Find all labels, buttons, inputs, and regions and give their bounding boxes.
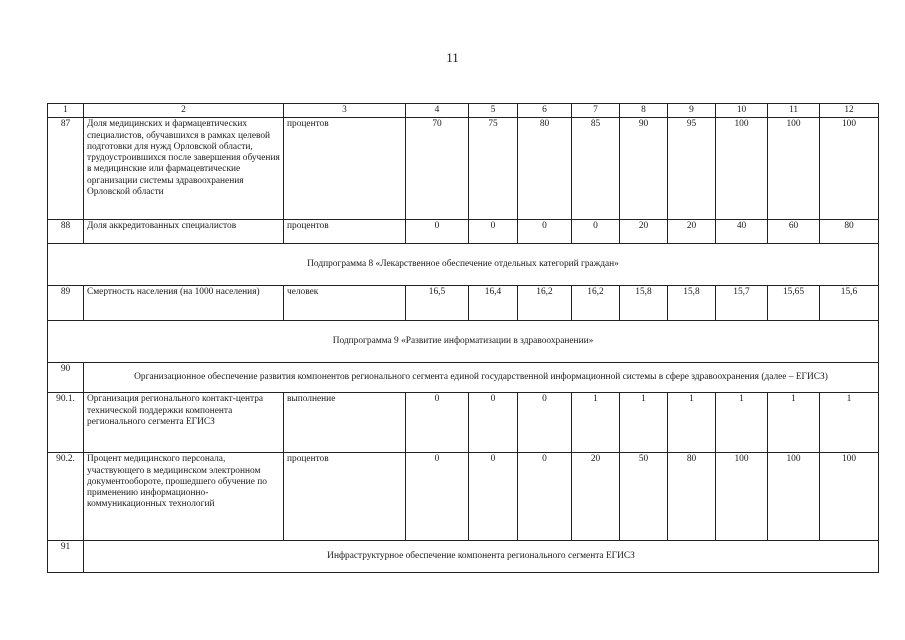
table-row <box>48 393 879 453</box>
header-cell: 4 <box>406 104 469 118</box>
value-cell: 15,7 <box>716 286 768 321</box>
value-cell: 15,65 <box>768 286 820 321</box>
indicator-name: Доля аккредитованных специалистов <box>84 220 284 244</box>
table-row <box>48 286 879 321</box>
value-cell: 100 <box>768 118 820 220</box>
value-cell: 16,2 <box>518 286 572 321</box>
table-row <box>48 363 879 393</box>
header-cell: 9 <box>668 104 716 118</box>
value-cell: 100 <box>768 453 820 541</box>
value-cell: 20 <box>572 453 620 541</box>
value-cell: 1 <box>716 393 768 453</box>
indicators-table <box>47 103 879 573</box>
value-cell: 0 <box>469 220 518 244</box>
header-cell: 3 <box>284 104 406 118</box>
value-cell: 60 <box>768 220 820 244</box>
value-cell: 1 <box>768 393 820 453</box>
value-cell: 95 <box>668 118 716 220</box>
row-number: 89 <box>48 286 84 321</box>
header-cell: 7 <box>572 104 620 118</box>
unit-cell: процентов <box>284 220 406 244</box>
subprogram-row <box>48 244 879 286</box>
indicator-name: Доля медицинских и фармацевтических специалистов, обучавшихся в рамках целевой подготовки для нужд Орловской области, трудоустроившихся после завершения обучения в медицинские или фармацевтические организации системы здравоохранения Орловской области <box>84 118 284 220</box>
value-cell: 16,4 <box>469 286 518 321</box>
value-cell: 1 <box>620 393 668 453</box>
row-number: 90.2. <box>48 453 84 541</box>
value-cell: 0 <box>406 220 469 244</box>
header-cell: 10 <box>716 104 768 118</box>
value-cell: 100 <box>716 118 768 220</box>
value-cell: 0 <box>518 220 572 244</box>
header-cell: 1 <box>48 104 84 118</box>
value-cell: 90 <box>620 118 668 220</box>
row-number: 91 <box>48 541 84 573</box>
value-cell: 20 <box>620 220 668 244</box>
subprogram-row <box>48 321 879 363</box>
section-title: Организационное обеспечение развития компонентов регионального сегмента единой государственной информационной системы в сфере здравоохранения (далее – ЕГИСЗ) <box>84 363 879 393</box>
table-row <box>48 220 879 244</box>
value-cell: 0 <box>469 453 518 541</box>
unit-cell: процентов <box>284 453 406 541</box>
value-cell: 80 <box>668 453 716 541</box>
value-cell: 15,8 <box>620 286 668 321</box>
indicator-name: Смертность населения (на 1000 населения) <box>84 286 284 321</box>
section-title: Инфраструктурное обеспечение компонента регионального сегмента ЕГИСЗ <box>84 541 879 573</box>
value-cell: 70 <box>406 118 469 220</box>
value-cell: 20 <box>668 220 716 244</box>
value-cell: 15,8 <box>668 286 716 321</box>
value-cell: 0 <box>518 393 572 453</box>
table-row <box>48 541 879 573</box>
unit-cell: процентов <box>284 118 406 220</box>
value-cell: 40 <box>716 220 768 244</box>
value-cell: 50 <box>620 453 668 541</box>
value-cell: 0 <box>469 393 518 453</box>
value-cell: 16,2 <box>572 286 620 321</box>
value-cell: 80 <box>518 118 572 220</box>
header-cell: 12 <box>820 104 879 118</box>
value-cell: 85 <box>572 118 620 220</box>
subprogram-8-title: Подпрограмма 8 «Лекарственное обеспечение отдельных категорий граждан» <box>48 244 879 286</box>
subprogram-9-title: Подпрограмма 9 «Развитие информатизации в здравоохранении» <box>48 321 879 363</box>
value-cell: 15,6 <box>820 286 879 321</box>
header-cell: 8 <box>620 104 668 118</box>
header-cell: 2 <box>84 104 284 118</box>
unit-cell: выполнение <box>284 393 406 453</box>
unit-cell: человек <box>284 286 406 321</box>
value-cell: 100 <box>820 118 879 220</box>
value-cell: 0 <box>406 453 469 541</box>
row-number: 87 <box>48 118 84 220</box>
value-cell: 0 <box>518 453 572 541</box>
value-cell: 75 <box>469 118 518 220</box>
row-number: 90 <box>48 363 84 393</box>
table-header-row <box>48 104 879 118</box>
value-cell: 0 <box>572 220 620 244</box>
value-cell: 1 <box>820 393 879 453</box>
value-cell: 16,5 <box>406 286 469 321</box>
value-cell: 80 <box>820 220 879 244</box>
indicator-name: Организация регионального контакт-центра технической поддержки компонента регионального сегмента ЕГИСЗ <box>84 393 284 453</box>
value-cell: 0 <box>406 393 469 453</box>
header-cell: 5 <box>469 104 518 118</box>
indicator-name: Процент медицинского персонала, участвующего в медицинском электронном документообороте, прошедшего обучение по применению информационно-коммуникационных технологий <box>84 453 284 541</box>
row-number: 90.1. <box>48 393 84 453</box>
header-cell: 6 <box>518 104 572 118</box>
table-row <box>48 118 879 220</box>
page-number: 11 <box>446 50 459 65</box>
header-cell: 11 <box>768 104 820 118</box>
row-number: 88 <box>48 220 84 244</box>
value-cell: 100 <box>820 453 879 541</box>
value-cell: 100 <box>716 453 768 541</box>
value-cell: 1 <box>668 393 716 453</box>
value-cell: 1 <box>572 393 620 453</box>
table-row <box>48 453 879 541</box>
